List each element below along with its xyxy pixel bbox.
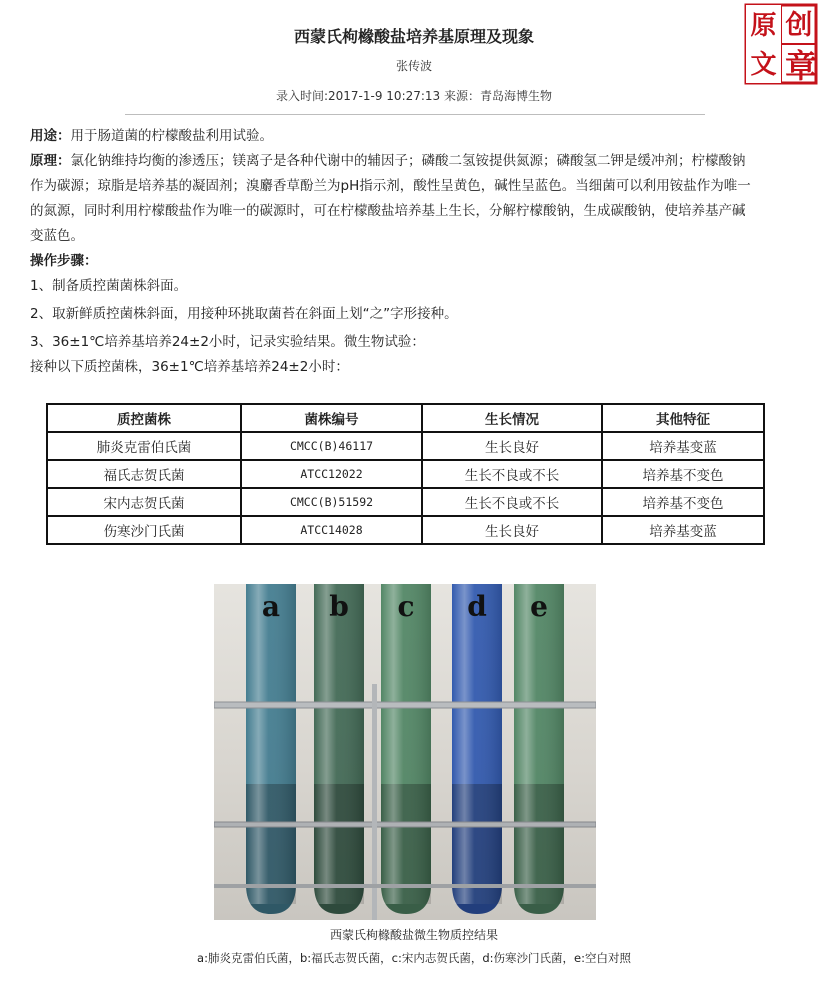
test-tube bbox=[246, 584, 296, 914]
strain-name-cell: 福氏志贺氏菌 bbox=[47, 460, 241, 488]
steps-title: 操作步骤： bbox=[30, 253, 98, 269]
qc-strain-table bbox=[46, 403, 765, 545]
tube-label: d bbox=[467, 590, 487, 623]
step-item: 1、制备质控菌菌株斜面。 bbox=[30, 278, 188, 294]
principle-line: 作为碳源；琼脂是培养基的凝固剂；溴麝香草酚兰为pH指示剂，酸性呈黄色，碱性呈蓝色。当细菌可以利用铵盐作为唯一 bbox=[30, 178, 751, 194]
article-body bbox=[30, 124, 790, 380]
strain-name-cell: 伤寒沙门氏菌 bbox=[47, 516, 241, 544]
strain-id-cell: CMCC(B)51592 bbox=[241, 488, 422, 516]
figure-caption: 西蒙氏枸橼酸盐微生物质控结果 bbox=[329, 928, 498, 942]
column-header: 菌株编号 bbox=[241, 404, 422, 432]
svg-text:文: 文 bbox=[750, 50, 777, 80]
feature-cell: 培养基变蓝 bbox=[602, 432, 764, 460]
feature-cell: 培养基不变色 bbox=[602, 488, 764, 516]
feature-cell: 培养基不变色 bbox=[602, 460, 764, 488]
table-row bbox=[47, 460, 764, 488]
table-row bbox=[47, 432, 764, 460]
test-tube-photo bbox=[214, 584, 596, 920]
original-article-stamp bbox=[744, 3, 822, 91]
principle-line: 变蓝色。 bbox=[30, 228, 84, 244]
svg-text:章: 章 bbox=[784, 47, 818, 85]
tube-label: c bbox=[397, 590, 415, 623]
growth-cell: 生长不良或不长 bbox=[422, 488, 602, 516]
principle-line: 的氮源，同时利用柠檬酸盐作为唯一的碳源时，可在柠檬酸盐培养基上生长，分解柠檬酸钠，生成碳酸钠，使培养基产碱 bbox=[30, 203, 746, 219]
table-row bbox=[47, 488, 764, 516]
article-author: 张传波 bbox=[395, 59, 432, 73]
column-header: 其他特征 bbox=[602, 404, 764, 432]
growth-cell: 生长不良或不长 bbox=[422, 460, 602, 488]
test-tube-illustration bbox=[214, 584, 596, 920]
column-header: 质控菌株 bbox=[47, 404, 241, 432]
strain-id-cell: ATCC12022 bbox=[241, 460, 422, 488]
article-meta: 录入时间:2017-1-9 10:27:13 来源：青岛海博生物 bbox=[275, 89, 553, 103]
figure-legend: a:肺炎克雷伯氏菌，b:福氏志贺氏菌，c:宋内志贺氏菌，d:伤寒沙门氏菌，e:空白对照 bbox=[197, 951, 631, 965]
test-tube bbox=[514, 584, 564, 914]
test-tube bbox=[452, 584, 502, 914]
test-tube bbox=[381, 584, 431, 914]
strain-name-cell: 肺炎克雷伯氏菌 bbox=[47, 432, 241, 460]
strain-id-cell: ATCC14028 bbox=[241, 516, 422, 544]
tube-label: e bbox=[530, 590, 548, 623]
principle-paragraph bbox=[30, 149, 790, 174]
table-header-row bbox=[47, 404, 764, 432]
usage-paragraph bbox=[30, 124, 790, 149]
growth-cell: 生长良好 bbox=[422, 516, 602, 544]
strain-name-cell: 宋内志贺氏菌 bbox=[47, 488, 241, 516]
column-header: 生长情况 bbox=[422, 404, 602, 432]
growth-cell: 生长良好 bbox=[422, 432, 602, 460]
table-intro: 接种以下质控菌株，36±1℃培养基培养24±2小时： bbox=[30, 359, 349, 375]
step-item: 2、取新鲜质控菌株斜面，用接种环挑取菌苔在斜面上划“之”字形接种。 bbox=[30, 306, 458, 322]
table-row bbox=[47, 516, 764, 544]
feature-cell: 培养基变蓝 bbox=[602, 516, 764, 544]
usage-text: 用于肠道菌的柠檬酸盐利用试验。 bbox=[70, 128, 273, 144]
principle-line: 氯化钠维持均衡的渗透压；镁离子是各种代谢中的辅因子；磷酸二氢铵提供氮源；磷酸氢二钾是缓冲剂；柠檬酸钠 bbox=[70, 153, 746, 169]
article-title: 西蒙氏枸橼酸盐培养基原理及现象 bbox=[293, 27, 534, 46]
tube-label: b bbox=[329, 590, 349, 623]
strain-id-cell: CMCC(B)46117 bbox=[241, 432, 422, 460]
header-divider bbox=[125, 114, 705, 115]
svg-text:原: 原 bbox=[750, 11, 777, 41]
tube-label: a bbox=[261, 590, 281, 623]
svg-text:创: 创 bbox=[785, 10, 813, 41]
usage-label: 用途： bbox=[30, 128, 71, 144]
principle-label: 原理： bbox=[30, 153, 71, 169]
test-tube bbox=[314, 584, 364, 914]
step-item: 3、36±1℃培养基培养24±2小时，记录实验结果。微生物试验： bbox=[30, 334, 425, 350]
